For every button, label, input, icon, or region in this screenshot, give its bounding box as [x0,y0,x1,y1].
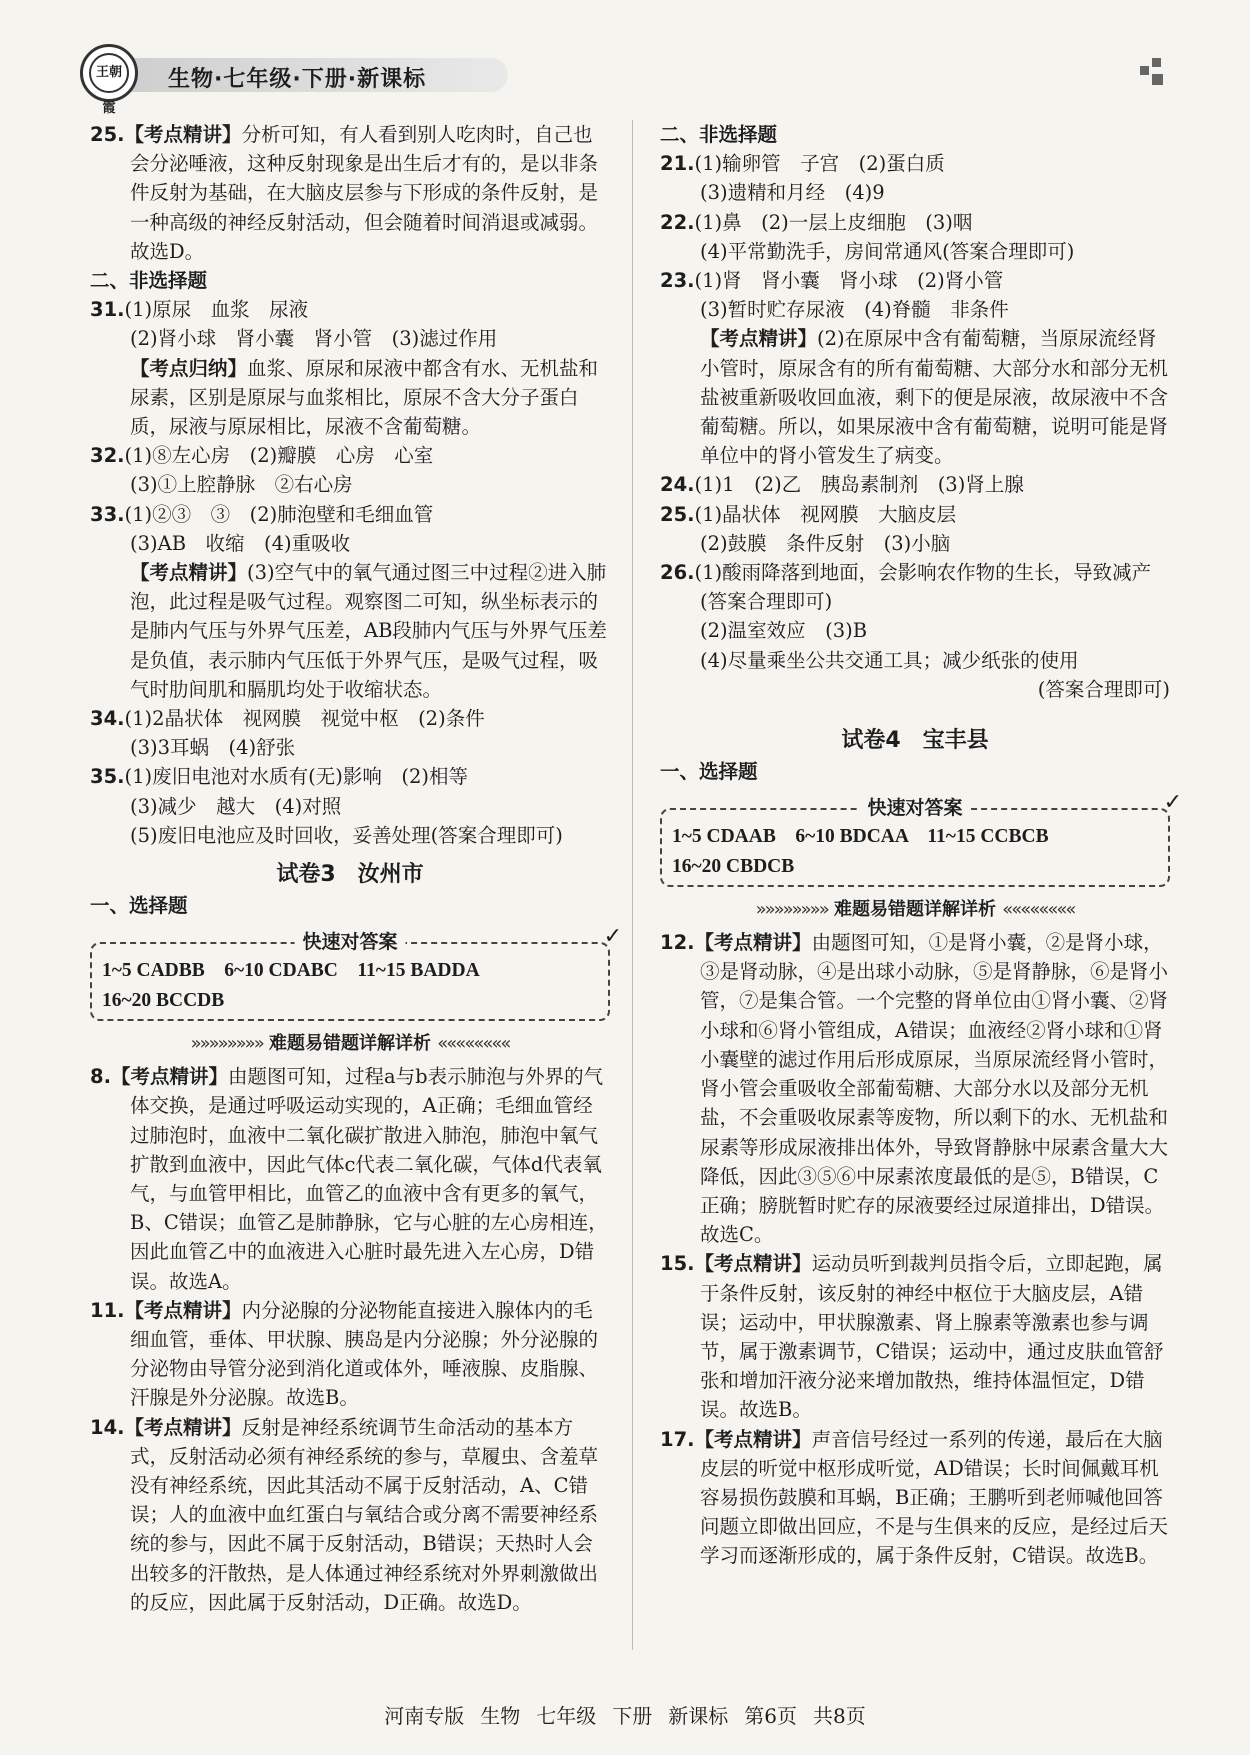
question-number: 22. [660,210,695,234]
question-number: 32. [90,444,125,468]
section-heading: 二、非选择题 [660,123,778,146]
decor-square [1140,66,1149,75]
answer-q11 [90,1296,610,1413]
answer-q23 [660,266,1170,470]
page-header [80,44,1180,116]
explanation-text: 内分泌腺的分泌物能直接进入腺体内的毛细血管，垂体、甲状腺、胰岛是内分泌腺；外分泌腺的分泌物由导管分泌到消化道或体外，唾液腺、皮脂腺、汗腺是外分泌腺。故选B。 [130,1298,599,1410]
section-heading: 二、非选择题 [90,269,208,293]
question-number: 11. [90,1298,125,1322]
question-number: 25. [660,502,695,526]
arrows-icon: «««««««« [437,1032,510,1054]
paper-3-title: 试卷3 汝州市 [276,862,424,888]
arrows-icon: »»»»»»»» [190,1032,263,1054]
answer-q25-right [660,500,1170,558]
answer-row: 1~5 CDAAB 6~10 BDCAA 11~15 CCBCB [672,826,1049,848]
answer-line: (1)②③ ③ (2)肺泡壁和毛细血管 [124,502,434,526]
logo-text: 王朝霞 [89,53,129,93]
answer-line: (2)温室效应 (3)B [700,619,868,643]
analysis-heading [90,1029,610,1058]
checkmark-icon: ✓ [603,924,622,950]
question-number: 34. [90,707,125,731]
point-tag: 【考点精讲】 [110,1065,228,1089]
answer-q22 [660,208,1170,266]
decor-square [1152,74,1163,85]
publisher-logo [80,44,138,116]
question-number: 35. [90,765,125,789]
footer-curriculum: 新课标 [668,1704,729,1728]
question-number: 17. [660,1427,695,1451]
answer-q25 [90,120,610,266]
explanation-text: (3)空气中的氧气通过图三中过程②进入肺泡，此过程是吸气过程。观察图二可知，纵坐标表示的是肺内气压与外界气压差，AB段肺内气压与外界气压差是负值，表示肺内气压低于外界气压，是吸气过程，吸气时肋间肌和膈肌均处于收缩状态。 [130,561,607,701]
answer-line: (2)肾小球 肾小囊 肾小管 (3)滤过作用 [130,327,498,351]
explanation-text: 运动员听到裁判员指令后，立即起跑，属于条件反射，该反射的神经中枢位于大脑皮层，A错误；运动中，甲状腺激素、肾上腺素等激素也参与调节，属于激素调节，C错误；运动中，通过皮肤血管舒张和增加汗液分泌来增加散热，维持体温恒定，D错误。故选B。 [700,1252,1164,1422]
point-tag: 【考点归纳】 [130,356,248,380]
point-tag: 【考点精讲】 [694,1427,812,1451]
answer-row: 16~20 BCCDB [102,989,225,1011]
column-divider [632,120,633,1650]
point-tag: 【考点精讲】 [694,1252,812,1276]
arrows-icon: «««««««« [1002,898,1075,920]
answer-line: (1)2晶状体 视网膜 视觉中枢 (2)条件 [124,707,485,731]
question-number: 15. [660,1252,695,1276]
answer-line: (3)①上腔静脉 ②右心房 [130,473,353,497]
footer-grade: 七年级 [536,1704,597,1728]
answer-line: (1)鼻 (2)一层上皮细胞 (3)咽 [694,210,973,234]
answer-row: 1~5 CADBB 6~10 CDABC 11~15 BADDA [102,960,480,982]
footer-page-number: 第6页 [744,1704,797,1728]
answer-q17 [660,1425,1170,1571]
point-tag: 【考点精讲】 [124,1415,242,1439]
footer-subject: 生物 [480,1704,521,1728]
answer-line: (1)输卵管 子宫 (2)蛋白质 [694,152,945,176]
quick-answer-label: 快速对答案 [859,794,970,823]
section-heading: 一、选择题 [660,760,758,784]
answer-q35 [90,762,610,850]
explanation-text: 声音信号经过一系列的传递，最后在大脑皮层的听觉中枢形成听觉，AD错误；长时间佩戴耳机容易损伤鼓膜和耳蜗，B正确；王鹏听到老师喊他回答问题立即做出回应，不是与生俱来的反应，是经过后天学习而逐渐形成的，属于条件反射，C错误。故选B。 [700,1427,1169,1568]
answer-line: (1)酸雨降落到地面，会影响农作物的生长，导致减产(答案合理即可) [694,561,1152,614]
explanation-text: (2)在原尿中含有葡萄糖，当原尿流经肾小管时，原尿含有的所有葡萄糖、大部分水和部分无机盐被重新吸收回血液，剩下的便是尿液，故尿液中不含葡萄糖。所以，如果尿液中含有葡萄糖，说明可能是肾单位中的肾小管发生了病变。 [700,327,1169,468]
answer-q24 [660,470,1170,499]
question-number: 21. [660,152,695,176]
explanation-text: 由题图可知，过程a与b表示肺泡与外界的气体交换，是通过呼吸运动实现的，A正确；毛细血管经过肺泡时，血液中二氧化碳扩散进入肺泡，肺泡中氧气扩散到血液中，因此气体c代表二氧化碳，气体d代表氧气，与血管甲相比，血管乙的血液中含有更多的氧气，B、C错误；血管乙是肺静脉，它与心脏的左心房相连，因此血管乙中的血液进入心脏时最先进入左心房，D错误。故选A。 [130,1065,608,1293]
answer-line: (答案合理即可) [1037,677,1170,701]
answer-line: (3)暂时贮存尿液 (4)脊髓 非条件 [700,298,1009,322]
answer-line: (3)减少 越大 (4)对照 [130,794,342,818]
footer-volume: 下册 [612,1704,653,1728]
answer-line: (1)⑧左心房 (2)瓣膜 心房 心室 [124,444,434,468]
point-tag: 【考点精讲】 [694,931,812,955]
answer-q8 [90,1062,610,1296]
answer-line: (1)原尿 血浆 尿液 [124,298,309,322]
quick-answer-box [90,924,622,1020]
header-title: 生物·七年级·下册·新课标 [168,67,427,92]
footer-edition: 河南专版 [384,1704,465,1728]
decor-square [1152,58,1161,67]
answer-line: (2)鼓膜 条件反射 (3)小脑 [700,531,951,555]
answer-q26 [660,558,1170,704]
footer-total-pages: 共8页 [813,1704,866,1728]
answer-line: (1)晶状体 视网膜 大脑皮层 [694,502,957,526]
arrows-icon: »»»»»»»» [755,898,828,920]
question-number: 26. [660,561,695,585]
point-tag: 【考点精讲】 [124,1298,242,1322]
answer-q31 [90,295,610,441]
question-number: 23. [660,269,695,293]
question-number: 12. [660,931,695,955]
answer-line: (5)废旧电池应及时回收，妥善处理(答案合理即可) [130,823,563,847]
answer-line: (1)肾 肾小囊 肾小球 (2)肾小管 [694,269,1004,293]
question-number: 24. [660,473,695,497]
answer-line: (1)1 (2)乙 胰岛素制剂 (3)肾上腺 [694,473,1024,497]
explanation-text: 分析可知，有人看到别人吃肉时，自己也会分泌唾液，这种反射现象是出生后才有的，是以非条件反射为基础，在大脑皮层参与下形成的条件反射，是一种高级的神经反射活动，但会随着时间消退或减弱。故选D。 [130,123,599,263]
explanation-text: 反射是神经系统调节生命活动的基本方式，反射活动必须有神经系统的参与，草履虫、含羞草没有神经系统，因此其活动不属于反射活动，A、C错误；人的血液中血红蛋白与氧结合或分离不需要神经系统的参与，因此不属于反射活动，B错误；天热时人会出较多的汗散热，是人体通过神经系统对外界刺激做出的反应，因此属于反射活动，D正确。故选D。 [130,1415,599,1614]
answer-q32 [90,441,610,499]
answer-line: (4)平常勤洗手，房间常通风(答案合理即可) [700,239,1075,263]
answer-q33 [90,500,610,704]
answer-row: 16~20 CBDCB [672,855,795,877]
quick-answer-label: 快速对答案 [294,928,405,957]
page-footer [0,1700,1250,1729]
answer-line: (3)遗精和月经 (4)9 [700,181,885,205]
answer-q14 [90,1413,610,1617]
point-tag: 【考点精讲】 [130,561,248,585]
answer-line: (3)3耳蜗 (4)舒张 [130,736,296,760]
answer-line: (3)AB 收缩 (4)重吸收 [130,531,351,555]
question-number: 25. [90,123,125,146]
question-number: 33. [90,502,125,526]
explanation-text: 由题图可知，①是肾小囊，②是肾小球，③是肾动脉，④是出球小动脉，⑤是肾静脉，⑥是肾小管，⑦是集合管。一个完整的肾单位由①肾小囊、②肾小球和⑥肾小管组成，A错误；血液经②肾小球和①肾小囊壁的滤过作用后形成原尿，当原尿流经肾小管时，肾小管会重吸收全部葡萄糖、大部分水以及部分无机盐，不会重吸收尿素等废物，所以剩下的水、无机盐和尿素等形成尿液排出体外，导致肾静脉中尿素含量大大降低，因此③⑤⑥中尿素浓度最低的是⑤，B错误，C正确；膀胱暂时贮存的尿液要经过尿道排出，D错误。故选C。 [700,931,1169,1247]
section-heading: 一、选择题 [90,894,188,918]
answer-q12 [660,928,1170,1249]
analysis-heading [660,895,1170,924]
question-number: 14. [90,1415,125,1439]
question-number: 8. [90,1065,111,1089]
left-column [90,120,622,1617]
question-number: 31. [90,298,125,322]
answer-q34 [90,704,610,762]
paper-4-title: 试卷4 宝丰县 [841,728,989,754]
answer-line: (1)废旧电池对水质有(无)影响 (2)相等 [124,765,469,789]
answer-q21 [660,149,1170,207]
quick-answer-box [660,790,1182,886]
checkmark-icon: ✓ [1163,790,1182,816]
point-tag: 【考点精讲】 [124,123,242,146]
analysis-label: 难题易错题详解详析 [269,1032,431,1054]
right-column [660,120,1182,1571]
answer-q15 [660,1249,1170,1424]
answer-line: (4)尽量乘坐公共交通工具；减少纸张的使用 [700,648,1079,672]
point-tag: 【考点精讲】 [700,327,818,351]
analysis-label: 难题易错题详解详析 [834,898,996,920]
explanation-text: 血浆、原尿和尿液中都含有水、无机盐和尿素，区别是原尿与血浆相比，原尿不含大分子蛋白质，尿液与原尿相比，尿液不含葡萄糖。 [130,356,599,439]
